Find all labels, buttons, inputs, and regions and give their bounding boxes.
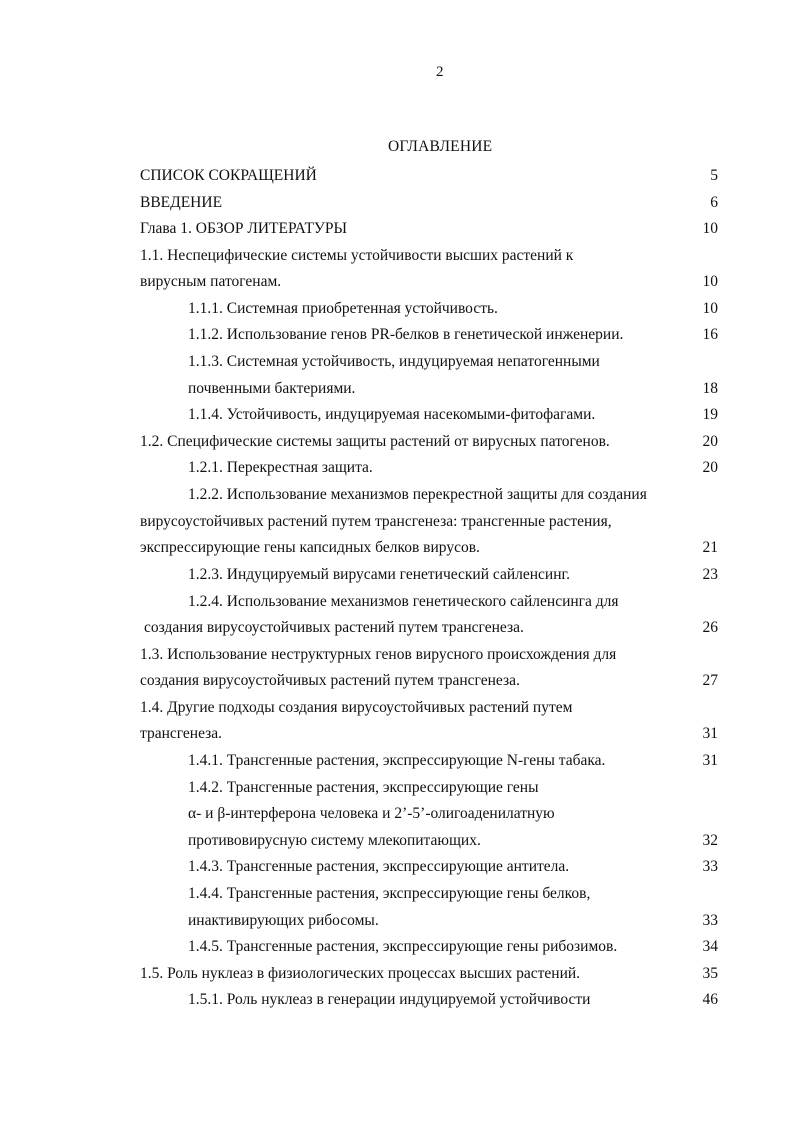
toc-entry-text: 1.1. Неспецифические системы устойчивости высших растений к <box>140 247 574 264</box>
toc-entry-text: 1.4.4. Трансгенные растения, экспрессирующие гены белков, <box>188 885 591 902</box>
toc-entry-page: 10 <box>702 273 718 290</box>
toc-entry-text: 1.4.2. Трансгенные растения, экспрессирующие гены <box>188 779 539 796</box>
toc-entry-text: 1.1.2. Использование генов PR-белков в генетической инженерии. <box>188 326 624 343</box>
toc-entry-text: почвенными бактериями. <box>188 380 356 397</box>
toc-entry-text: 1.2.3. Индуцируемый вирусами генетический сайленсинг. <box>188 566 570 583</box>
toc-entry-text: 1.2.4. Использование механизмов генетического сайленсинга для <box>188 593 619 610</box>
toc-entry-text: 1.5.1. Роль нуклеаз в генерации индуцируемой устойчивости <box>188 991 591 1008</box>
toc-entry-text: вирусным патогенам. <box>140 273 282 290</box>
toc-entry-page: 18 <box>702 380 718 397</box>
toc-entry-page: 33 <box>702 912 718 929</box>
toc-entry-page: 19 <box>702 406 718 423</box>
toc-entry-page: 5 <box>710 167 718 184</box>
toc-entry-page: 20 <box>702 459 718 476</box>
toc-entry-text: ВВЕДЕНИЕ <box>140 194 223 211</box>
toc-entry-page: 21 <box>702 539 718 556</box>
page-number: 2 <box>436 64 444 80</box>
toc-entry-text: 1.4.3. Трансгенные растения, экспрессирующие антитела. <box>188 858 570 875</box>
toc-entry-text: трансгенеза. <box>140 725 223 742</box>
toc-entry-text: α- и β-интерферона человека и 2’-5’-олигоаденилатную <box>188 805 555 822</box>
toc-entry-text: СПИСОК СОКРАЩЕНИЙ <box>140 167 317 184</box>
toc-entry-page: 10 <box>702 300 718 317</box>
toc-entry-text: 1.4.5. Трансгенные растения, экспрессирующие гены рибозимов. <box>188 938 618 955</box>
toc-entry-text: 1.1.1. Системная приобретенная устойчивость. <box>188 300 498 317</box>
toc-entry-text: 1.4. Другие подходы создания вирусоустойчивых растений путем <box>140 699 573 716</box>
toc-entry-text: 1.2.2. Использование механизмов перекрестной защиты для создания <box>188 486 647 503</box>
toc-entry-text: 1.3. Использование неструктурных генов вирусного происхождения для <box>140 646 617 663</box>
toc-entry-page: 35 <box>702 965 718 982</box>
toc-entry-page: 27 <box>702 672 718 689</box>
toc-entry-text: 1.2. Специфические системы защиты растений от вирусных патогенов. <box>140 433 610 450</box>
toc-entry-text: 1.1.4. Устойчивость, индуцируемая насекомыми-фитофагами. <box>188 406 596 423</box>
toc-entry-page: 10 <box>702 220 718 237</box>
toc-entry-text: создания вирусоустойчивых растений путем трансгенеза. <box>144 619 524 636</box>
toc-entry-page: 16 <box>702 326 718 343</box>
toc-entry-page: 34 <box>702 938 718 955</box>
toc-title: ОГЛАВЛЕНИЕ <box>388 138 493 155</box>
toc-entry-page: 32 <box>702 832 718 849</box>
toc-entry-text: вирусоустойчивых растений путем трансгенеза: трансгенные растения, <box>140 513 612 530</box>
toc-entry-text: создания вирусоустойчивых растений путем трансгенеза. <box>140 672 520 689</box>
toc-entry-text: 1.4.1. Трансгенные растения, экспрессирующие N-гены табака. <box>188 752 606 769</box>
toc-entry-text: 1.1.3. Системная устойчивость, индуцируемая непатогенными <box>188 353 600 370</box>
toc-entry-text: экспрессирующие гены капсидных белков вирусов. <box>140 539 480 556</box>
toc-entry-text: Глава 1. ОБЗОР ЛИТЕРАТУРЫ <box>140 220 348 237</box>
toc-entry-page: 31 <box>702 725 718 742</box>
toc-entry-page: 33 <box>702 858 718 875</box>
toc-entry-page: 6 <box>710 194 718 211</box>
toc-entry-page: 20 <box>702 433 718 450</box>
toc-entry-text: противовирусную систему млекопитающих. <box>188 832 481 849</box>
toc-entry-page: 46 <box>702 991 718 1008</box>
toc-entry-page: 31 <box>702 752 718 769</box>
toc-entry-page: 23 <box>702 566 718 583</box>
toc-entry-page: 26 <box>702 619 718 636</box>
toc-entry-text: инактивирующих рибосомы. <box>188 912 379 929</box>
toc-entry-text: 1.5. Роль нуклеаз в физиологических процессах высших растений. <box>140 965 581 982</box>
toc-entry-text: 1.2.1. Перекрестная защита. <box>188 459 373 476</box>
